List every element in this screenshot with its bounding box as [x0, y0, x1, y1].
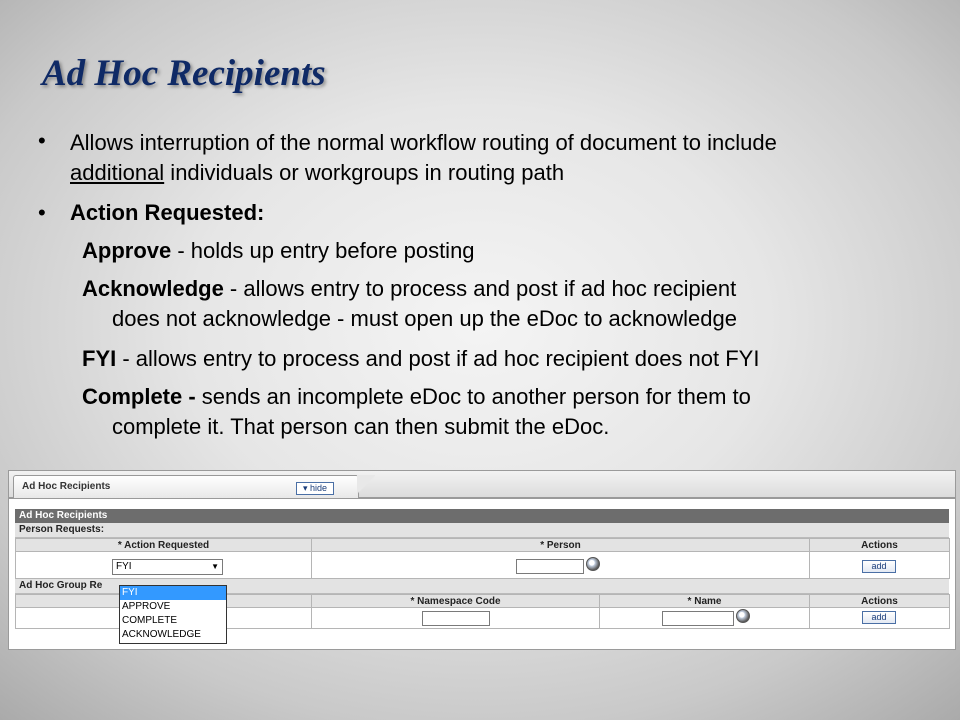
ad-hoc-recipients-panel [8, 470, 956, 650]
bullet-glyph: • [38, 128, 46, 153]
column-header: * Person [312, 539, 810, 552]
hide-button[interactable]: ▾ hide [296, 482, 334, 495]
person-cell [312, 552, 810, 579]
chevron-down-icon: ▼ [211, 562, 219, 571]
column-header: * Name [600, 595, 810, 608]
item-term: FYI [82, 346, 117, 371]
bullet1-text: Allows interruption of the normal workflow routing of document to include [70, 130, 777, 155]
item-term: Complete - [82, 384, 196, 409]
namespace-code-input[interactable] [422, 611, 490, 626]
item-desc: - allows entry to process and post if ad hoc recipient does not FYI [116, 346, 760, 371]
person-input[interactable] [516, 559, 584, 574]
tab-edge [357, 475, 375, 497]
table-row [16, 552, 950, 579]
bullet-glyph: • [38, 200, 46, 225]
dropdown-option-complete[interactable]: COMPLETE [122, 615, 178, 626]
actions-cell [810, 552, 950, 579]
column-header: Actions [810, 595, 950, 608]
item-approve [82, 236, 475, 266]
bullet-action-requested: Action Requested: [70, 200, 265, 225]
select-value: FYI [116, 561, 132, 572]
namespace-code-cell [312, 608, 600, 629]
search-icon[interactable] [736, 609, 750, 623]
action-requested-dropdown [119, 585, 227, 644]
slide-title: Ad Hoc Recipients [42, 53, 326, 94]
bullet1-underlined-word: additional [70, 160, 165, 185]
actions-cell [810, 608, 950, 629]
group-requests-header: Ad Hoc Group Re [15, 579, 949, 594]
item-fyi [82, 344, 759, 374]
bullet-allows-interruption [70, 128, 950, 188]
column-header: * Action Requested [16, 539, 312, 552]
dropdown-option-fyi[interactable]: FYI [120, 586, 226, 600]
dropdown-option-approve[interactable]: APPROVE [122, 601, 171, 612]
search-icon[interactable] [586, 557, 600, 571]
tab-ad-hoc-recipients[interactable] [13, 475, 359, 498]
add-group-button[interactable]: add [862, 611, 896, 624]
item-desc: sends an incomplete eDoc to another person for them to [195, 384, 751, 409]
item-term: Acknowledge [82, 276, 224, 301]
person-requests-table [15, 538, 950, 579]
name-cell [600, 608, 810, 629]
action-requested-cell [16, 552, 312, 579]
person-requests-header: Person Requests: [15, 523, 949, 538]
section-header: Ad Hoc Recipients [15, 509, 949, 523]
tab-bar [9, 471, 955, 499]
column-header: Actions [810, 539, 950, 552]
name-input[interactable] [662, 611, 734, 626]
dropdown-option-acknowledge[interactable]: ACKNOWLEDGE [122, 629, 201, 640]
item-desc-cont: complete it. That person can then submit the eDoc. [112, 414, 610, 439]
item-desc: - holds up entry before posting [171, 238, 475, 263]
column-header: * Namespace Code [312, 595, 600, 608]
bullet1-text-rest: individuals or workgroups in routing path [164, 160, 565, 185]
item-term: Approve [82, 238, 172, 263]
action-requested-select[interactable] [112, 559, 223, 575]
item-desc-cont: does not acknowledge - must open up the eDoc to acknowledge [112, 306, 737, 331]
item-complete [82, 382, 942, 442]
item-acknowledge [82, 274, 942, 334]
add-person-button[interactable]: add [862, 560, 896, 573]
item-desc: - allows entry to process and post if ad hoc recipient [223, 276, 737, 301]
tab-title: Ad Hoc Recipients [22, 481, 111, 492]
